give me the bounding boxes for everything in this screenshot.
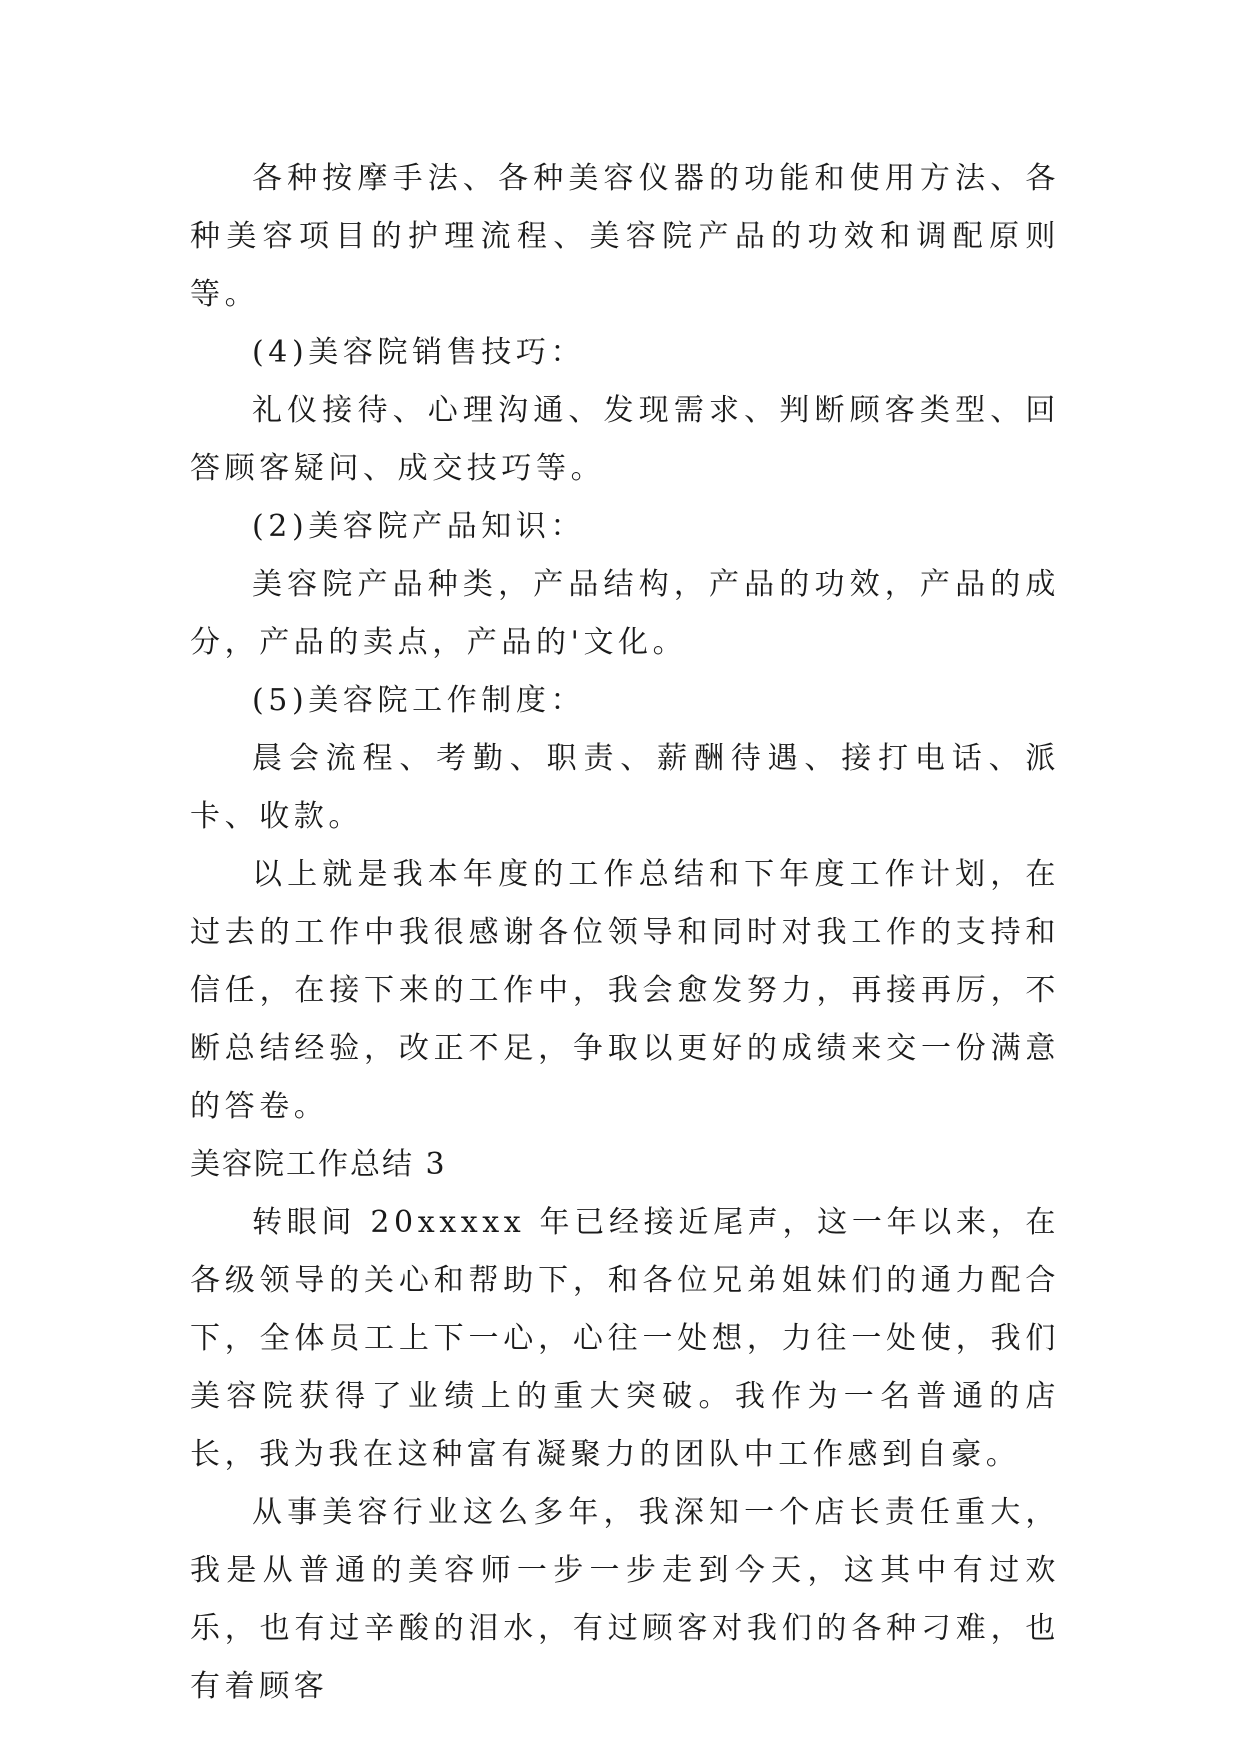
paragraph-career-reflection: 从事美容行业这么多年，我深知一个店长责任重大，我是从普通的美容师一步一步走到今天，这其中有过欢乐，也有过辛酸的泪水，有过顾客对我们的各种刁难，也有着顾客: [190, 1495, 1060, 1704]
paragraph-work-rules: 晨会流程、考勤、职责、薪酬待遇、接打电话、派卡、收款。: [190, 741, 1060, 834]
paragraph-sales-skills: 礼仪接待、心理沟通、发现需求、判断顾客类型、回答顾客疑问、成交技巧等。: [190, 393, 1060, 486]
paragraph-year-review: 转眼间 20xxxxx 年已经接近尾声，这一年以来，在各级领导的关心和帮助下，和各位兄弟姐妹们的通力配合下，全体员工上下一心，心往一处想，力往一处使，我们美容院获得了业绩上的重大突破。我作为一名普通的店长，我为我在这种富有凝聚力的团队中工作感到自豪。: [190, 1205, 1060, 1472]
section-heading-work-rules: (5)美容院工作制度：: [252, 683, 586, 718]
paragraph-closing-summary: 以上就是我本年度的工作总结和下年度工作计划，在过去的工作中我很感谢各位领导和同时对我工作的支持和信任，在接下来的工作中，我会愈发努力，再接再厉，不断总结经验，改正不足，争取以更好的成绩来交一份满意的答卷。: [190, 857, 1060, 1124]
section-heading-product-knowledge: (2)美容院产品知识：: [252, 509, 586, 544]
document-body: [190, 150, 1060, 1716]
section-heading-sales-skills: (4)美容院销售技巧：: [252, 335, 586, 370]
document-section-title: 美容院工作总结 3: [190, 1147, 447, 1182]
paragraph-massage-skills: 各种按摩手法、各种美容仪器的功能和使用方法、各种美容项目的护理流程、美容院产品的功效和调配原则等。: [190, 161, 1060, 312]
paragraph-product-knowledge: 美容院产品种类，产品结构，产品的功效，产品的成分，产品的卖点，产品的'文化。: [190, 567, 1060, 660]
